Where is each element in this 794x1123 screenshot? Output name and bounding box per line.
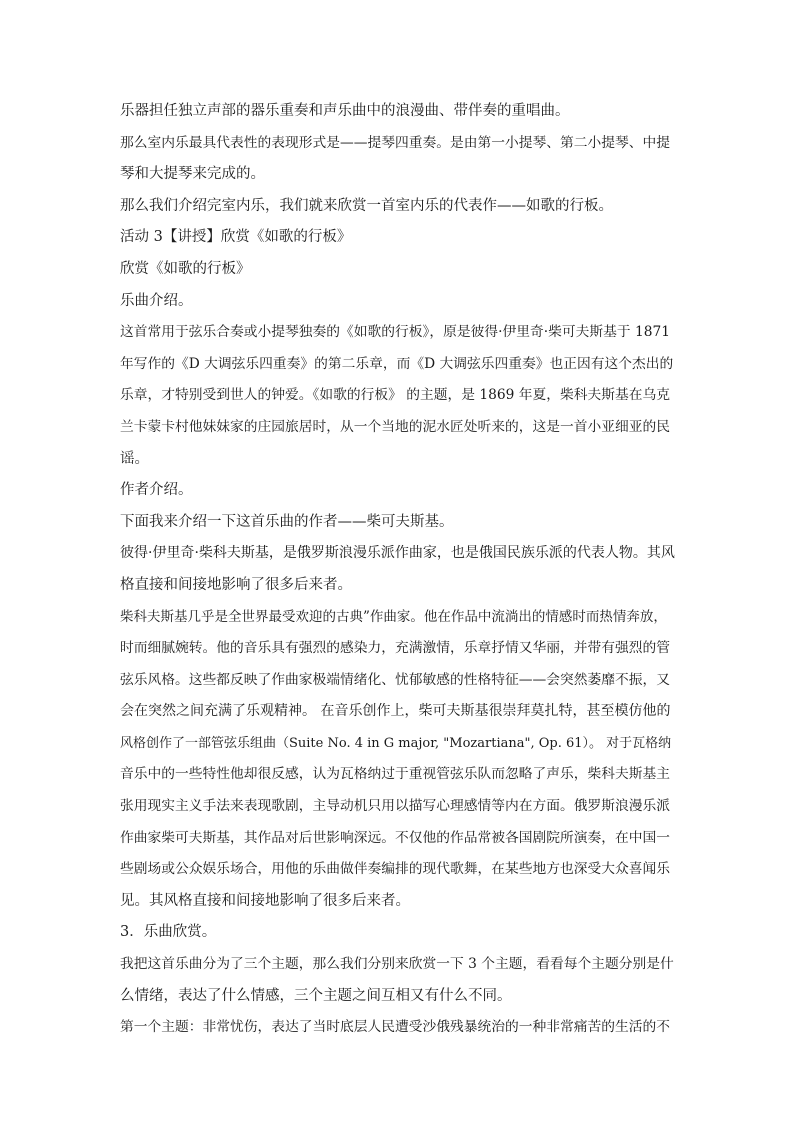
body-line: 时而细腻婉转。他的音乐具有强烈的感染力，充满激情，乐章抒情又华丽，并带有强烈的管 bbox=[120, 640, 671, 657]
body-line: 我把这首乐曲分为了三个主题，那么我们分别来欣赏一下 3 个主题，看看每个主题分别是什 bbox=[120, 956, 674, 973]
body-line: 乐章，才特别受到世人的钟爱。《如歌的行板》 的主题，是 1869 年夏，柴科夫斯基在乌克 bbox=[120, 387, 670, 404]
body-line: 下面我来介绍一下这首乐曲的作者——柴可夫斯基。 bbox=[120, 513, 454, 530]
body-line: 张用现实主义手法来表现歌剧，主导动机只用以描写心理感情等内在方面。俄罗斯浪漫乐派 bbox=[120, 798, 671, 815]
body-line: 作曲家柴可夫斯基，其作品对后世影响深远。不仅他的作品常被各国剧院所演奏，在中国一 bbox=[120, 829, 671, 846]
body-line: 这首常用于弦乐合奏或小提琴独奏的《如歌的行板》，原是彼得·伊里奇·柴可夫斯基于 1871 bbox=[120, 324, 670, 341]
body-line: 谣。 bbox=[120, 450, 149, 467]
subsection-heading: 乐曲介绍。 bbox=[120, 292, 193, 309]
body-line: 第一个主题：非常忧伤，表达了当时底层人民遭受沙俄残暴统治的一种非常痛苦的生活的不 bbox=[120, 1019, 671, 1036]
body-line: 见。其风格直接和间接地影响了很多后来者。 bbox=[120, 892, 410, 909]
body-line: 会在突然之间充满了乐观精神。 在音乐创作上，柴可夫斯基很崇拜莫扎特，甚至模仿他的 bbox=[120, 703, 671, 720]
body-line: 乐器担任独立声部的器乐重奏和声乐曲中的浪漫曲、带伴奏的重唱曲。 bbox=[120, 103, 570, 119]
activity-heading: 活动 3【讲授】欣赏《如歌的行板》 bbox=[120, 229, 352, 246]
body-line: 弦乐风格。这些都反映了作曲家极端情绪化、忧郁敏感的性格特征——会突然萎靡不振，又 bbox=[120, 671, 671, 688]
body-line: 风格创作了一部管弦乐组曲（Suite No. 4 in G major, "Mozartiana", Op. 61）。 对于瓦格纳 bbox=[120, 735, 672, 751]
body-line: 柴科夫斯基几乎是全世界最受欢迎的古典”作曲家。他在作品中流淌出的情感时而热情奔放， bbox=[120, 608, 667, 625]
body-line: 音乐中的一些特性他却很反感，认为瓦格纳过于重视管弦乐队而忽略了声乐，柴科夫斯基主 bbox=[120, 766, 671, 783]
body-line: 些剧场或公众娱乐场合，用他的乐曲做伴奏编排的现代歌舞，在某些地方也深受大众喜闻乐 bbox=[120, 861, 671, 878]
body-line: 那么我们介绍完室内乐，我们就来欣赏一首室内乐的代表作——如歌的行板。 bbox=[120, 197, 613, 214]
section-heading: 欣赏《如歌的行板》 bbox=[120, 260, 251, 277]
body-line: 兰卡蒙卡村他妹妹家的庄园旅居时，从一个当地的泥水匠处听来的，这是一首小亚细亚的民 bbox=[120, 418, 671, 435]
subsection-heading: 作者介绍。 bbox=[120, 482, 193, 499]
body-line: 彼得·伊里奇·柴科夫斯基，是俄罗斯浪漫乐派作曲家，也是俄国民族乐派的代表人物。其风 bbox=[120, 545, 675, 562]
document-page bbox=[120, 96, 676, 1044]
body-line: 那么室内乐最具代表性的表现形式是——提琴四重奏。是由第一小提琴、第二小提琴、中提 bbox=[120, 134, 671, 151]
body-line: 年写作的《D 大调弦乐四重奏》的第二乐章，而《D 大调弦乐四重奏》也正因有这个杰出的 bbox=[120, 355, 674, 372]
body-line: 么情绪，表达了什么情感，三个主题之间互相又有什么不同。 bbox=[120, 987, 512, 1004]
body-line: 琴和大提琴来完成的。 bbox=[120, 166, 265, 183]
body-line: 格直接和间接地影响了很多后来者。 bbox=[120, 576, 352, 593]
subsection-heading: 3．乐曲欣赏。 bbox=[120, 924, 217, 941]
